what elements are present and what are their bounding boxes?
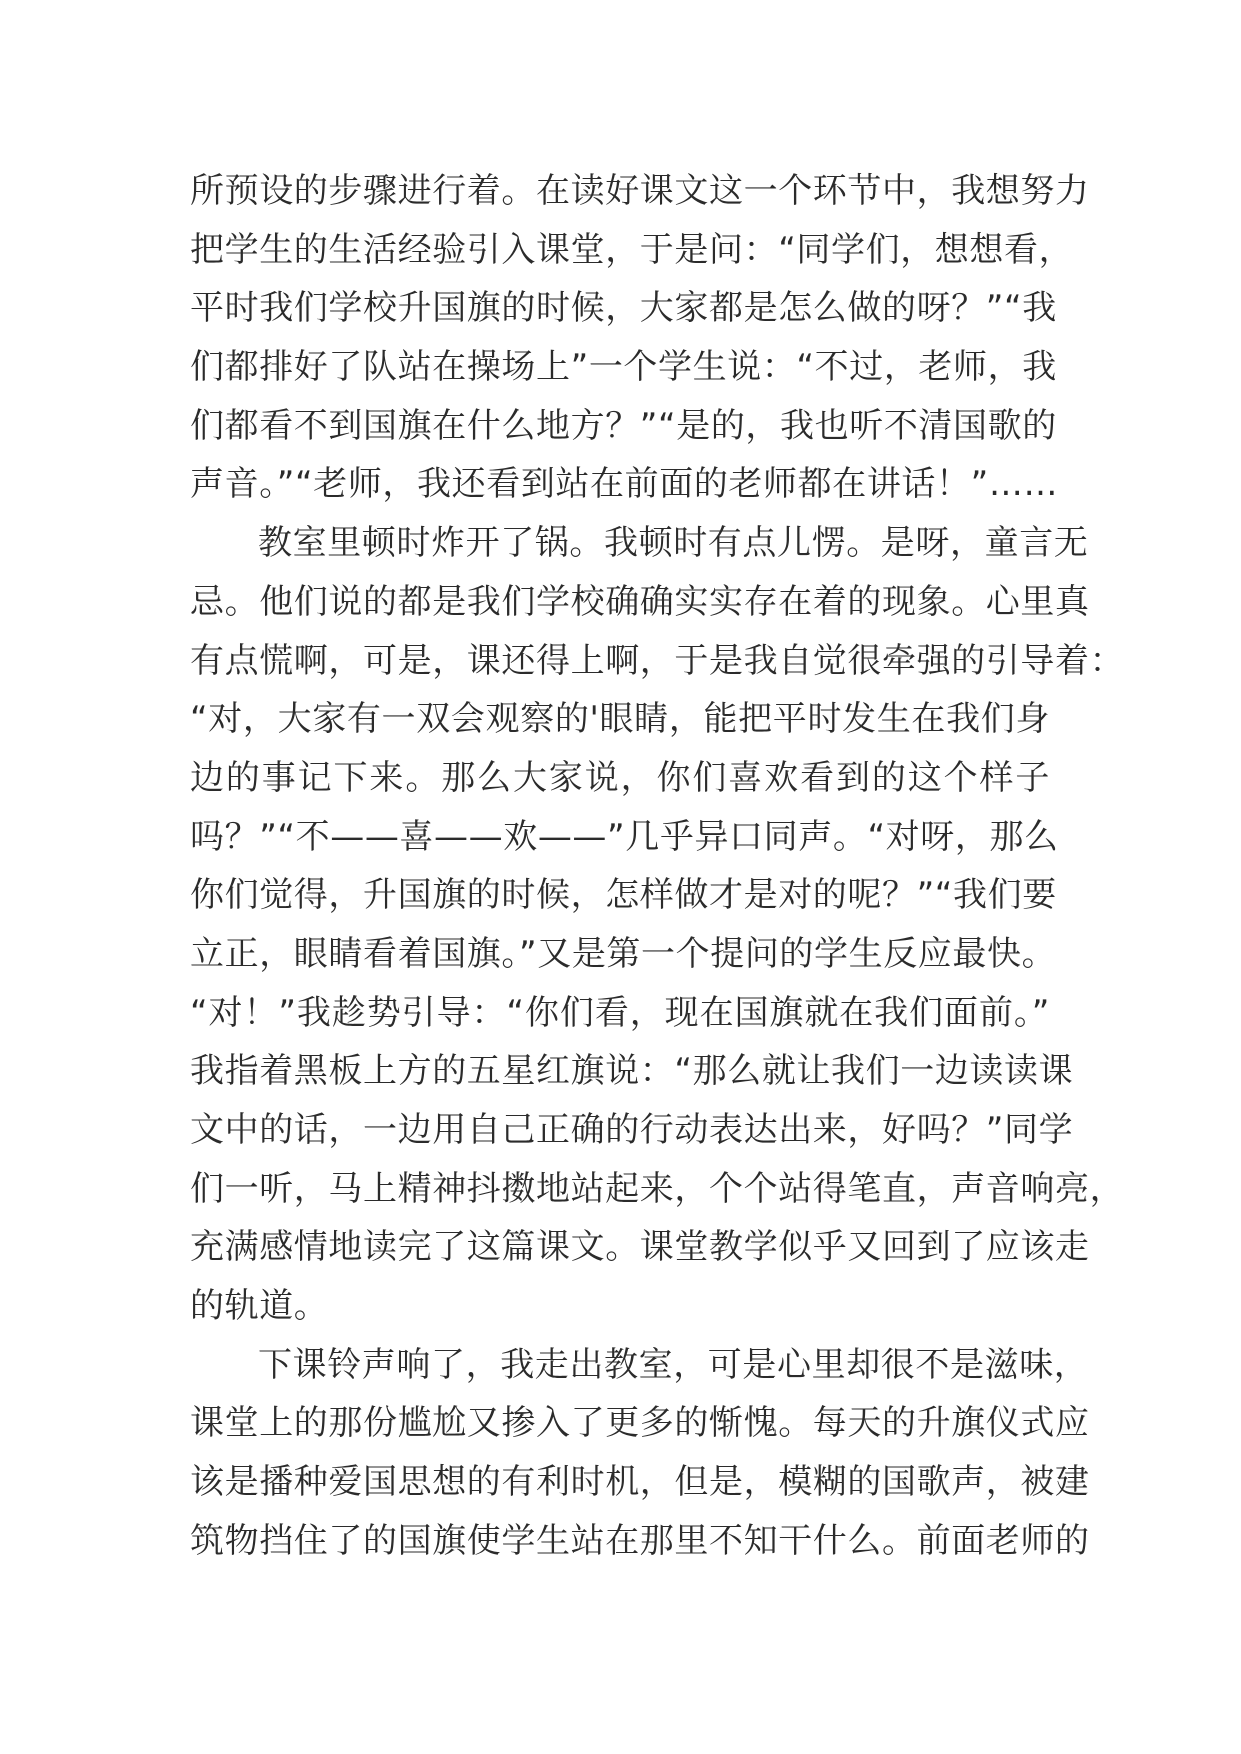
text-line: 把学生的生活经验引入课堂，于是问：“同学们，想想看， [190, 229, 1074, 270]
text-line: 所预设的步骤进行着。在读好课文这一个环节中，我想努力 [190, 171, 1090, 211]
text-line: 的轨道。 [190, 1286, 329, 1327]
text-line: 课堂上的那份尴尬又掺入了更多的惭愧。每天的升旗仪式应 [190, 1403, 1090, 1444]
text-line: 们都看不到国旗在什么地方？”“是的，我也听不清国歌的 [190, 405, 1057, 446]
text-line: 教室里顿时炸开了锅。我顿时有点儿愣。是呀，童言无 [258, 523, 1089, 564]
text-line: 声音。”“老师，我还看到站在前面的老师都在讲话！”…… [190, 464, 1059, 505]
text-line: 该是播种爱国思想的有利时机，但是，模糊的国歌声，被建 [190, 1462, 1090, 1503]
text-line: 立正，眼睛看着国旗。”又是第一个提问的学生反应最快。 [190, 933, 1057, 974]
text-line: 忌。他们说的都是我们学校确确实实存在着的现象。心里真 [190, 581, 1090, 622]
text-line: 我指着黑板上方的五星红旗说：“那么就让我们一边读读课 [190, 1051, 1074, 1092]
text-line: 吗？”“不——喜——欢——”几乎异口同声。“对呀，那么 [190, 816, 1059, 857]
text-line: 筑物挡住了的国旗使学生站在那里不知干什么。前面老师的 [190, 1520, 1090, 1561]
text-line: 你们觉得，升国旗的时候，怎样做才是对的呢？”“我们要 [190, 875, 1057, 916]
text-line: 下课铃声响了，我走出教室，可是心里却很不是滋味， [258, 1344, 1089, 1385]
text-line: 边的事记下来。那么大家说，你们喜欢看到的这个样子 [190, 757, 1050, 798]
text-line: 们一听，马上精神抖擞地站起来，个个站得笔直，声音响亮， [190, 1168, 1125, 1209]
body-text [190, 162, 1125, 1571]
text-line: 文中的话，一边用自己正确的行动表达出来，好吗？”同学 [190, 1110, 1074, 1150]
text-line: 有点慌啊，可是，课还得上啊，于是我自觉很牵强的引导着： [190, 640, 1125, 681]
text-line: “对，大家有一双会观察的'眼睛，能把平时发生在我们身 [190, 699, 1050, 740]
text-line: 们都排好了队站在操场上”一个学生说：“不过，老师，我 [190, 347, 1057, 388]
text-line: 平时我们学校升国旗的时候，大家都是怎么做的呀？”“我 [190, 288, 1057, 329]
text-line: 充满感情地读完了这篇课文。课堂教学似乎又回到了应该走 [190, 1227, 1090, 1268]
text-line: “对！”我趁势引导：“你们看，现在国旗就在我们面前。” [190, 992, 1050, 1033]
